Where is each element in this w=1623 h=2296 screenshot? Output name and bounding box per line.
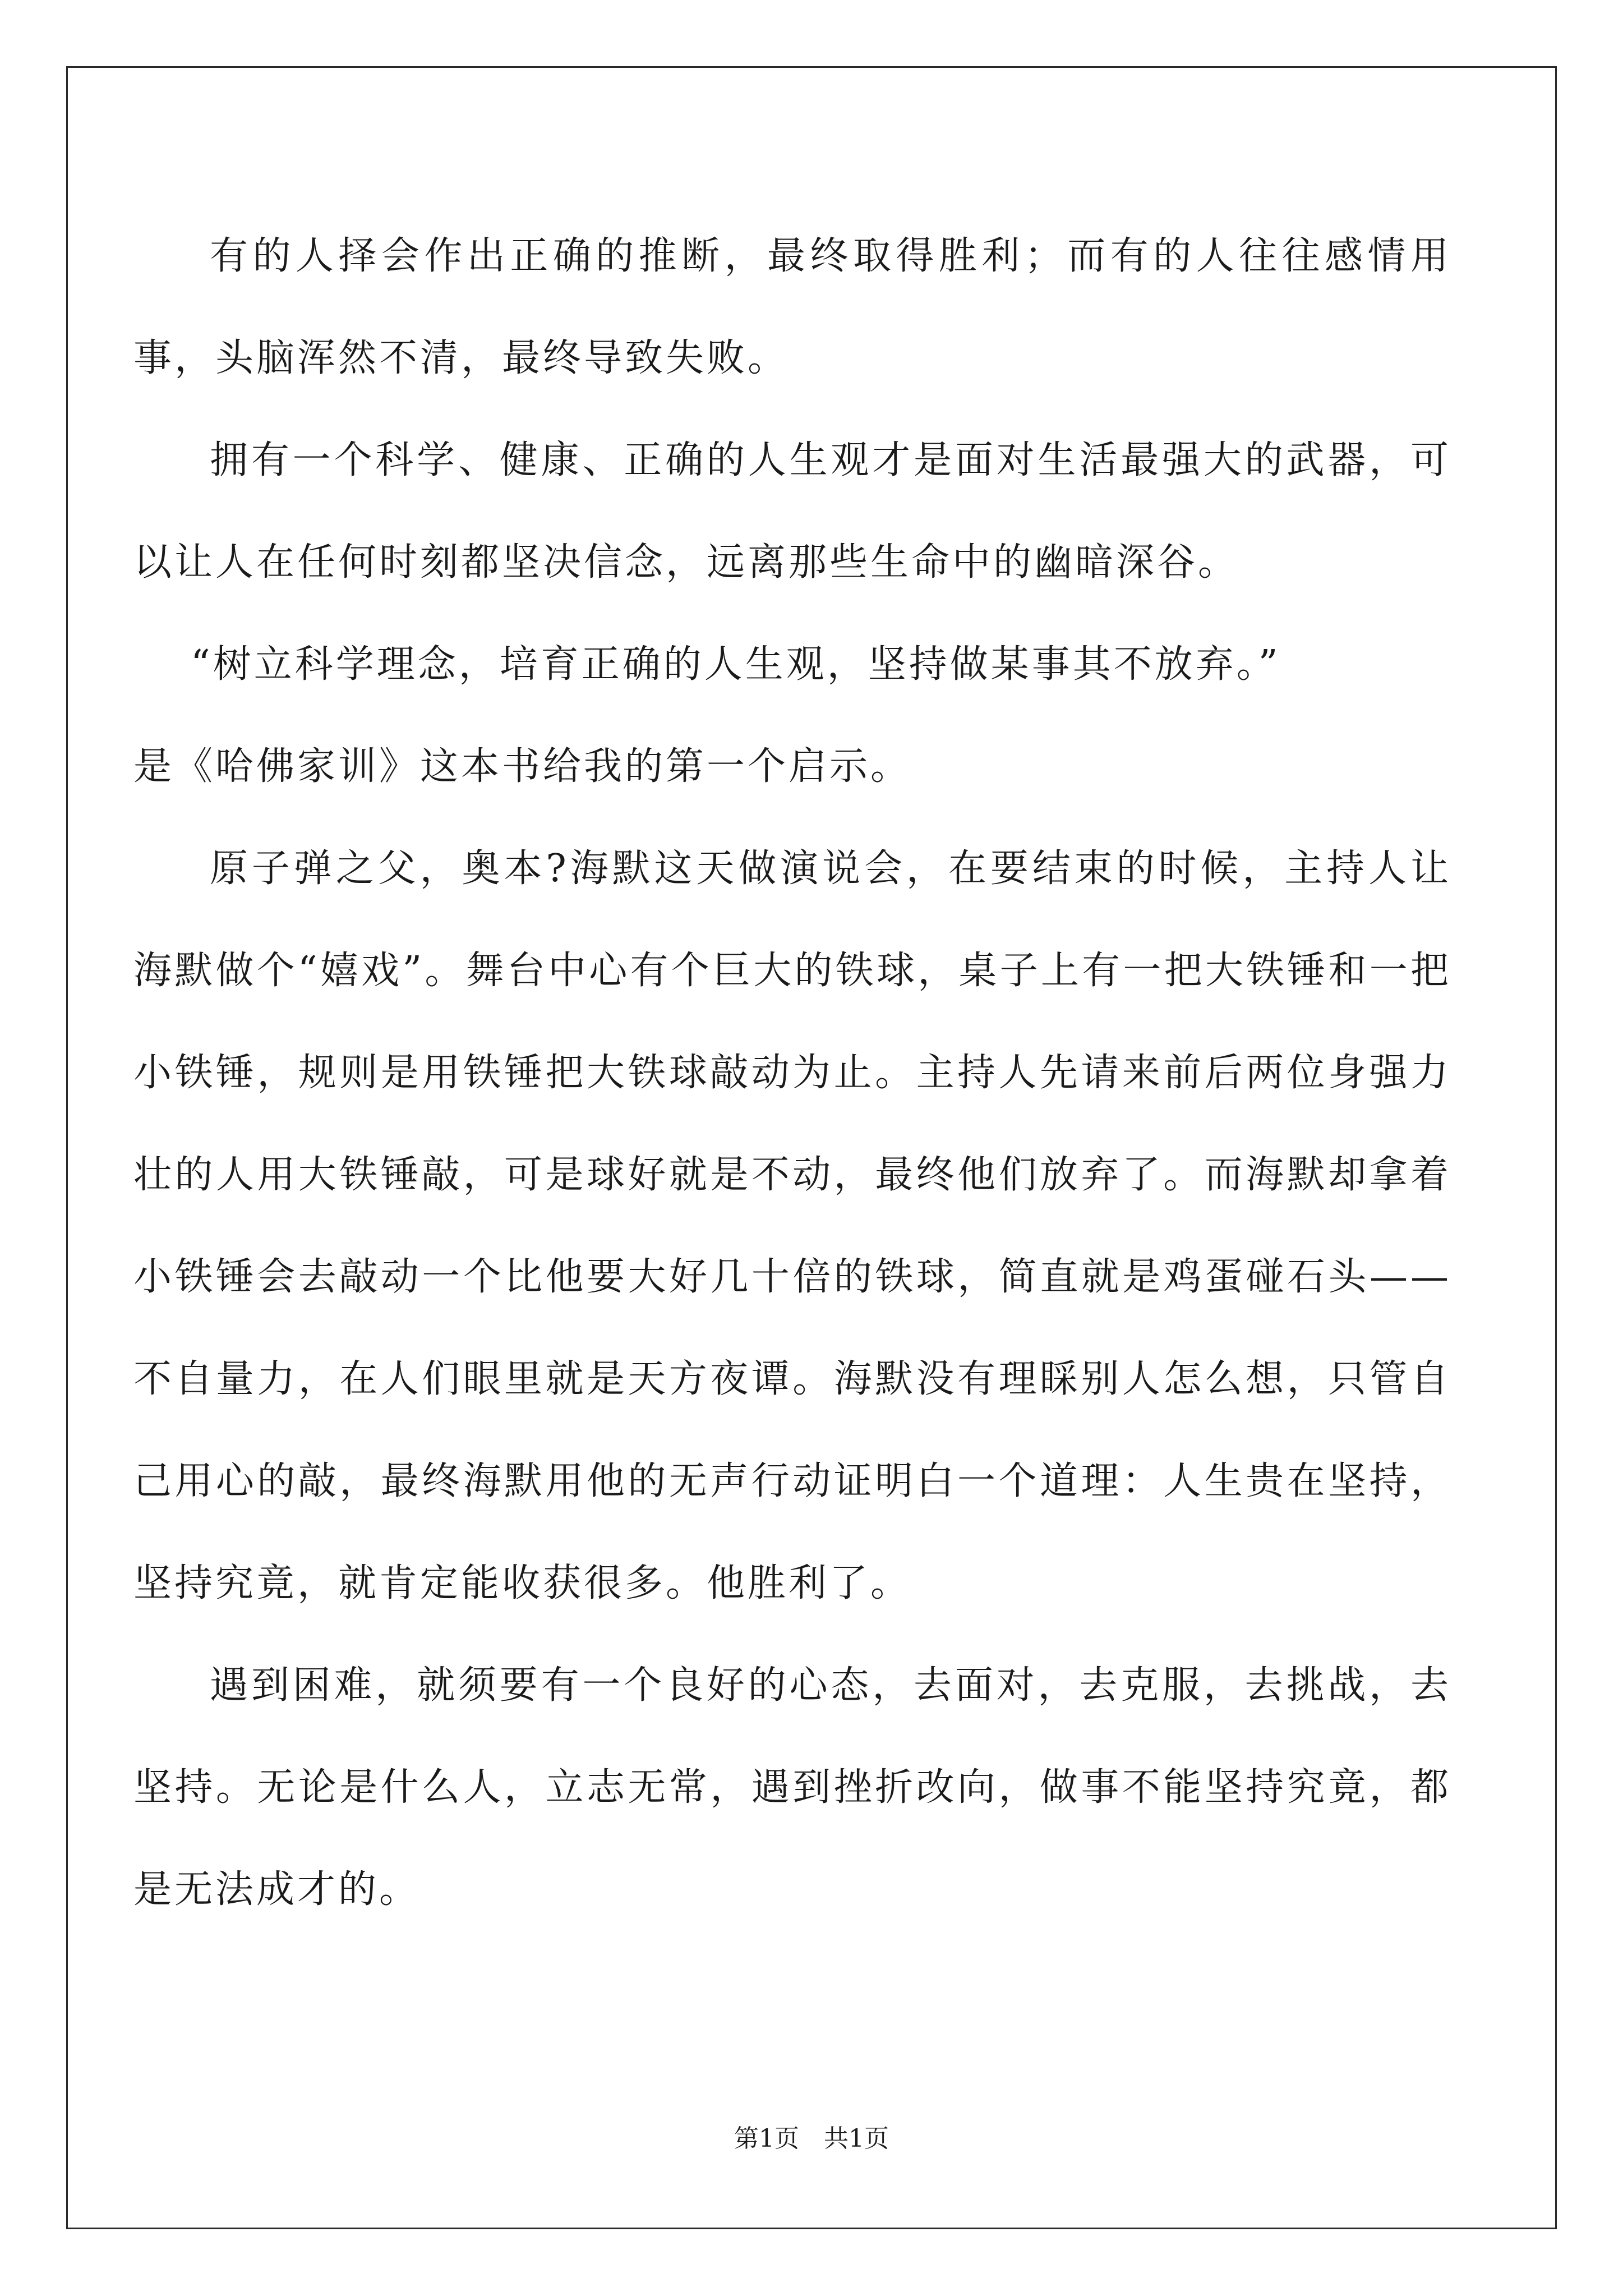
- paragraph-3: “树立科学理念，培育正确的人生观，坚持做某事其不放弃。” 是《哈佛家训》这本书给我的第一个启示。: [133, 642, 1281, 789]
- paragraph-4: 原子弹之父，奥本?海默这天做演说会，在要结束的时候，主持人让海默做个“嬉戏”。舞台中心有个巨大的铁球，桌子上有一把大铁锤和一把小铁锤，规则是用铁锤把大铁球敲动为止。主持人先请来前后两位身强力壮的人用大铁锤敲，可是球好就是不动，最终他们放弃了。而海默却拿着小铁锤会去敲动一个比他要大好几十倍的铁球，简直就是鸡蛋碰石头——不自量力，在人们眼里就是天方夜谭。海默没有理睬别人怎么想，只管自己用心的敲，最终海默用他的无声行动证明白一个道理：人生贵在坚持，坚持究竟，就肯定能收获很多。他胜利了。: [133, 846, 1451, 1605]
- paragraph-2: 拥有一个科学、健康、正确的人生观才是面对生活最强大的武器，可以让人在任何时刻都坚决信念，远离那些生命中的幽暗深谷。: [133, 438, 1451, 585]
- document-body: [133, 205, 1451, 1941]
- paragraph-1: 有的人择会作出正确的推断，最终取得胜利；而有的人往往感情用事，头脑浑然不清，最终导致失败。: [133, 234, 1451, 380]
- page-footer: 第1页 共1页: [734, 2124, 889, 2153]
- paragraph-5: 遇到困难，就须要有一个良好的心态，去面对，去克服，去挑战，去坚持。无论是什么人，立志无常，遇到挫折改向，做事不能坚持究竟，都是无法成才的。: [133, 1663, 1451, 1912]
